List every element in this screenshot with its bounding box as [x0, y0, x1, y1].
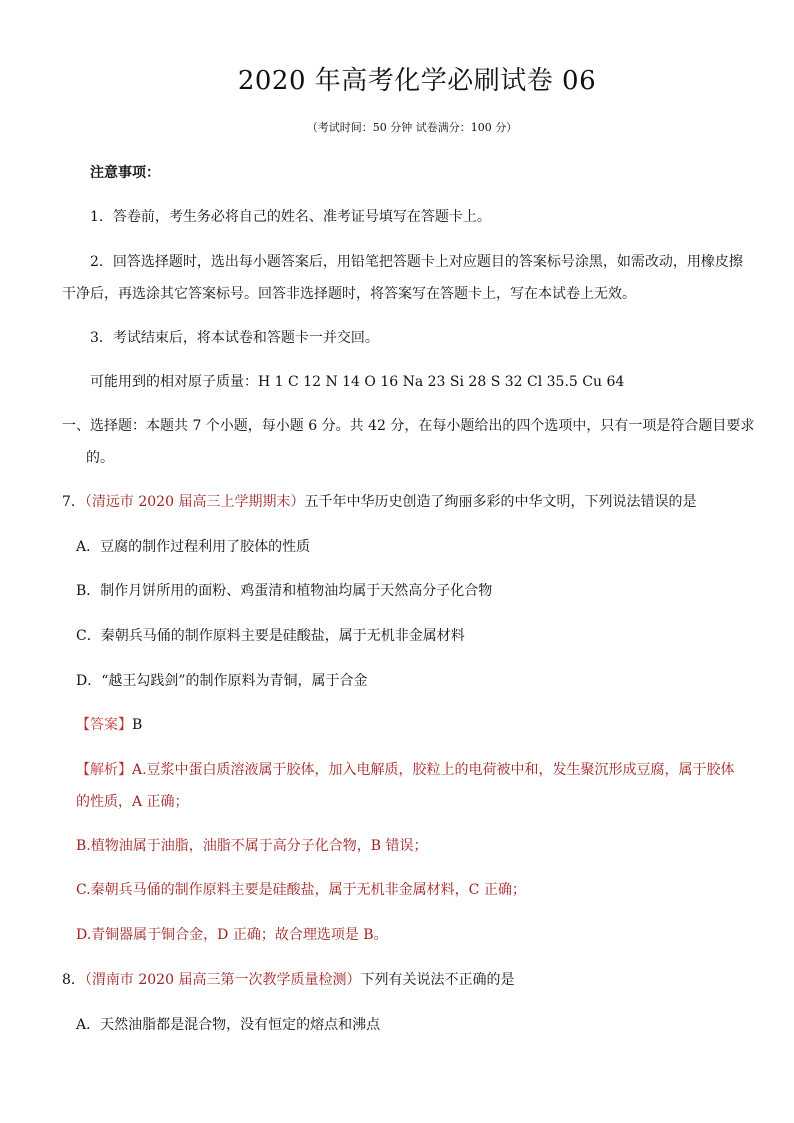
question-number: 7．	[62, 494, 85, 510]
question-text: 五千年中华历史创造了绚丽多彩的中华文明，下列说法错误的是	[304, 494, 697, 510]
option-a: A．天然油脂都是混合物，没有恒定的熔点和沸点	[76, 1017, 381, 1033]
option-c: C．秦朝兵马俑的制作原料主要是硅酸盐，属于无机非金属材料	[76, 628, 465, 644]
analysis-d: D.青铜器属于铜合金，D 正确；故合理选项是 B。	[76, 927, 388, 943]
atomic-masses: 可能用到的相对原子质量：H 1 C 12 N 14 O 16 Na 23 Si 28 S 32 Cl 35.5 Cu 64	[90, 374, 625, 390]
question-source: （清远市 2020 届高三上学期期末）	[84, 494, 305, 510]
exam-info: （考试时间：50 分钟 试卷满分：100 分）	[306, 121, 518, 134]
section-heading-line-1: 一、选择题：本题共 7 个小题，每小题 6 分。共 42 分，在每小题给出的四个选项中，只有一项是符合题目要求	[62, 418, 755, 434]
note-item-1: 1．答卷前，考生务必将自己的姓名、准考证号填写在答题卡上。	[90, 209, 491, 225]
analysis-b: B.植物油属于油脂，油脂不属于高分子化合物，B 错误；	[76, 838, 428, 854]
analysis-line-1	[76, 760, 735, 780]
answer	[76, 715, 142, 735]
note-item-2-line-2: 干净后，再选涂其它答案标号。回答非选择题时，将答案写在答题卡上，写在本试卷上无效。	[62, 286, 636, 302]
note-item-3: 3．考试结束后，将本试卷和答题卡一并交回。	[90, 330, 379, 346]
question-8-stem	[62, 970, 514, 990]
option-a: A．豆腐的制作过程利用了胶体的性质	[76, 539, 311, 555]
option-d: D．“越王勾践剑”的制作原料为青铜，属于合金	[76, 673, 368, 689]
page-title: 2020 年高考化学必刷试卷 06	[237, 66, 597, 96]
note-item-2-line-1: 2．回答选择题时，选出每小题答案后，用铅笔把答题卡上对应题目的答案标号涂黑，如需改动，用橡皮擦	[90, 254, 743, 270]
question-number: 8．	[62, 972, 85, 988]
option-b: B．制作月饼所用的面粉、鸡蛋清和植物油均属于天然高分子化合物	[76, 583, 493, 599]
question-7-stem	[62, 492, 696, 512]
answer-value: B	[132, 717, 143, 733]
analysis-label: 【解析】	[76, 762, 132, 778]
notes-heading: 注意事项：	[90, 165, 160, 181]
section-heading-line-2: 的。	[86, 450, 114, 466]
analysis-text: A.豆浆中蛋白质溶液属于胶体，加入电解质，胶粒上的电荷被中和，发生聚沉形成豆腐，属于胶体	[132, 762, 735, 778]
answer-label: 【答案】	[76, 717, 132, 733]
analysis-line-2: 的性质，A 正确；	[76, 794, 189, 810]
question-source: （渭南市 2020 届高三第一次教学质量检测）	[84, 972, 361, 988]
question-text: 下列有关说法不正确的是	[360, 972, 515, 988]
analysis-c: C.秦朝兵马俑的制作原料主要是硅酸盐，属于无机非金属材料，C 正确；	[76, 882, 526, 898]
